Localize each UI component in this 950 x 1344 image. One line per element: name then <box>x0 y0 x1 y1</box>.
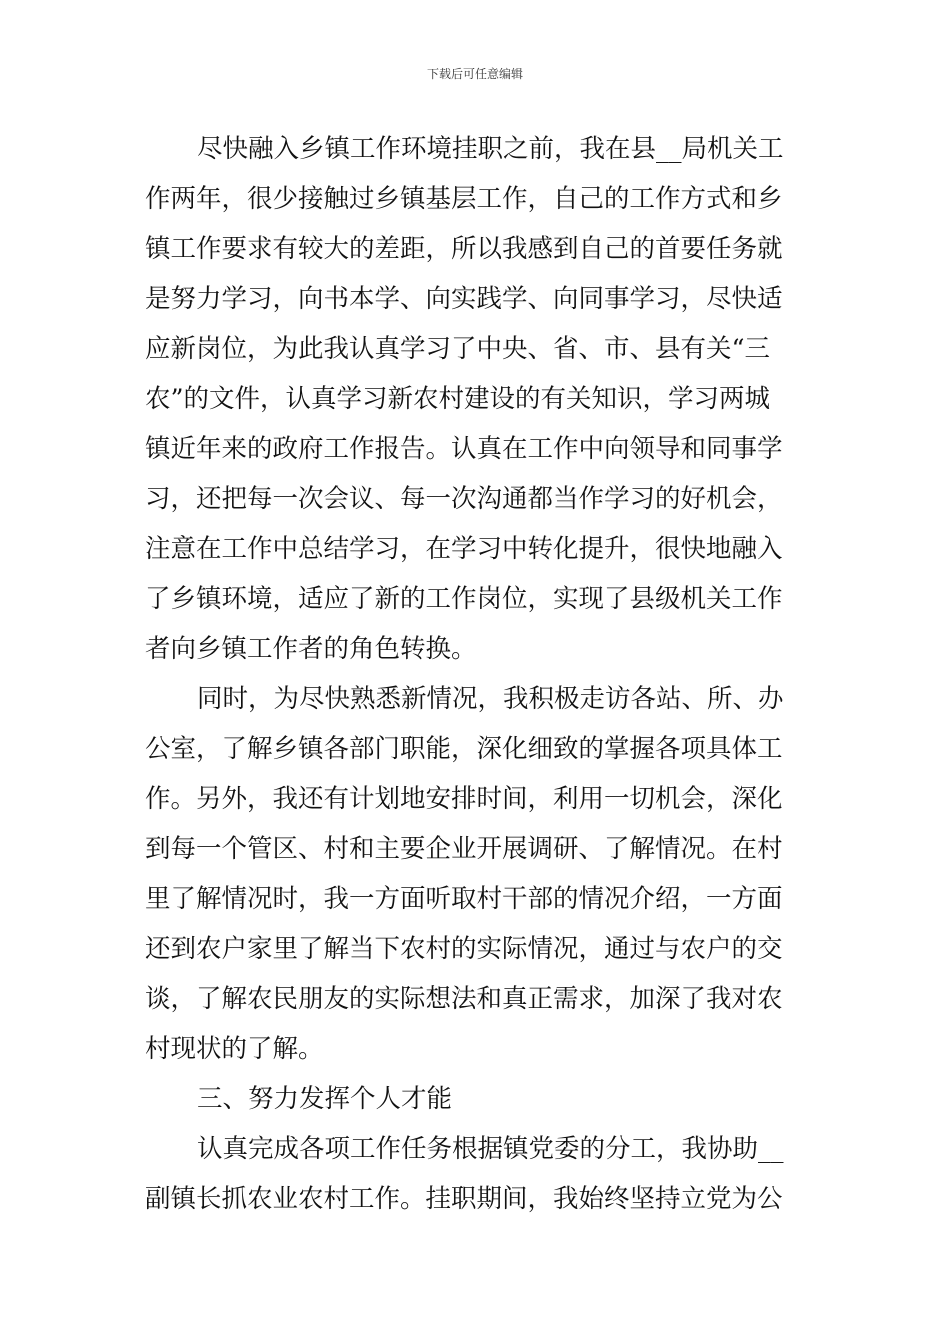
text-line: 是努力学习，向书本学、向实践学、向同事学习，尽快适 <box>145 284 783 314</box>
text-line: 还到农户家里了解当下农村的实际情况，通过与农户的交 <box>145 934 783 964</box>
text-line: 认真完成各项工作任务根据镇党委的分工，我协助__ <box>197 1134 784 1164</box>
text-line: 镇工作要求有较大的差距，所以我感到自己的首要任务就 <box>145 234 783 264</box>
text-line: 尽快融入乡镇工作环境挂职之前，我在县__局机关工 <box>197 134 784 164</box>
text-line: 同时，为尽快熟悉新情况，我积极走访各站、所、办 <box>197 684 784 714</box>
text-line: 谈，了解农民朋友的实际想法和真正需求，加深了我对农 <box>145 984 783 1014</box>
text-line: 了乡镇环境，适应了新的工作岗位，实现了县级机关工作 <box>145 584 783 614</box>
text-line: 作两年，很少接触过乡镇基层工作，自己的工作方式和乡 <box>145 184 783 214</box>
text-line: 习，还把每一次会议、每一次沟通都当作学习的好机会， <box>145 484 783 514</box>
text-line: 三、努力发挥个人才能 <box>197 1084 453 1114</box>
text-line: 注意在工作中总结学习，在学习中转化提升，很快地融入 <box>145 534 783 564</box>
text-line: 农”的文件，认真学习新农村建设的有关知识，学习两城 <box>145 384 771 414</box>
text-line: 里了解情况时，我一方面听取村干部的情况介绍，一方面 <box>145 884 783 914</box>
text-line: 到每一个管区、村和主要企业开展调研、了解情况。在村 <box>145 834 783 864</box>
text-line: 公室，了解乡镇各部门职能，深化细致的掌握各项具体工 <box>145 734 783 764</box>
text-line: 副镇长抓农业农村工作。挂职期间，我始终坚持立党为公 <box>145 1184 783 1214</box>
text-line: 应新岗位，为此我认真学习了中央、省、市、县有关“三 <box>145 334 771 364</box>
text-line: 者向乡镇工作者的角色转换。 <box>145 634 477 664</box>
document-body <box>145 124 809 1224</box>
text-line: 村现状的了解。 <box>145 1034 324 1064</box>
text-line: 作。另外，我还有计划地安排时间，利用一切机会，深化 <box>145 784 783 814</box>
page-header: 下载后可任意编辑 <box>426 67 523 81</box>
text-line: 镇近年来的政府工作报告。认真在工作中向领导和同事学 <box>145 434 783 464</box>
